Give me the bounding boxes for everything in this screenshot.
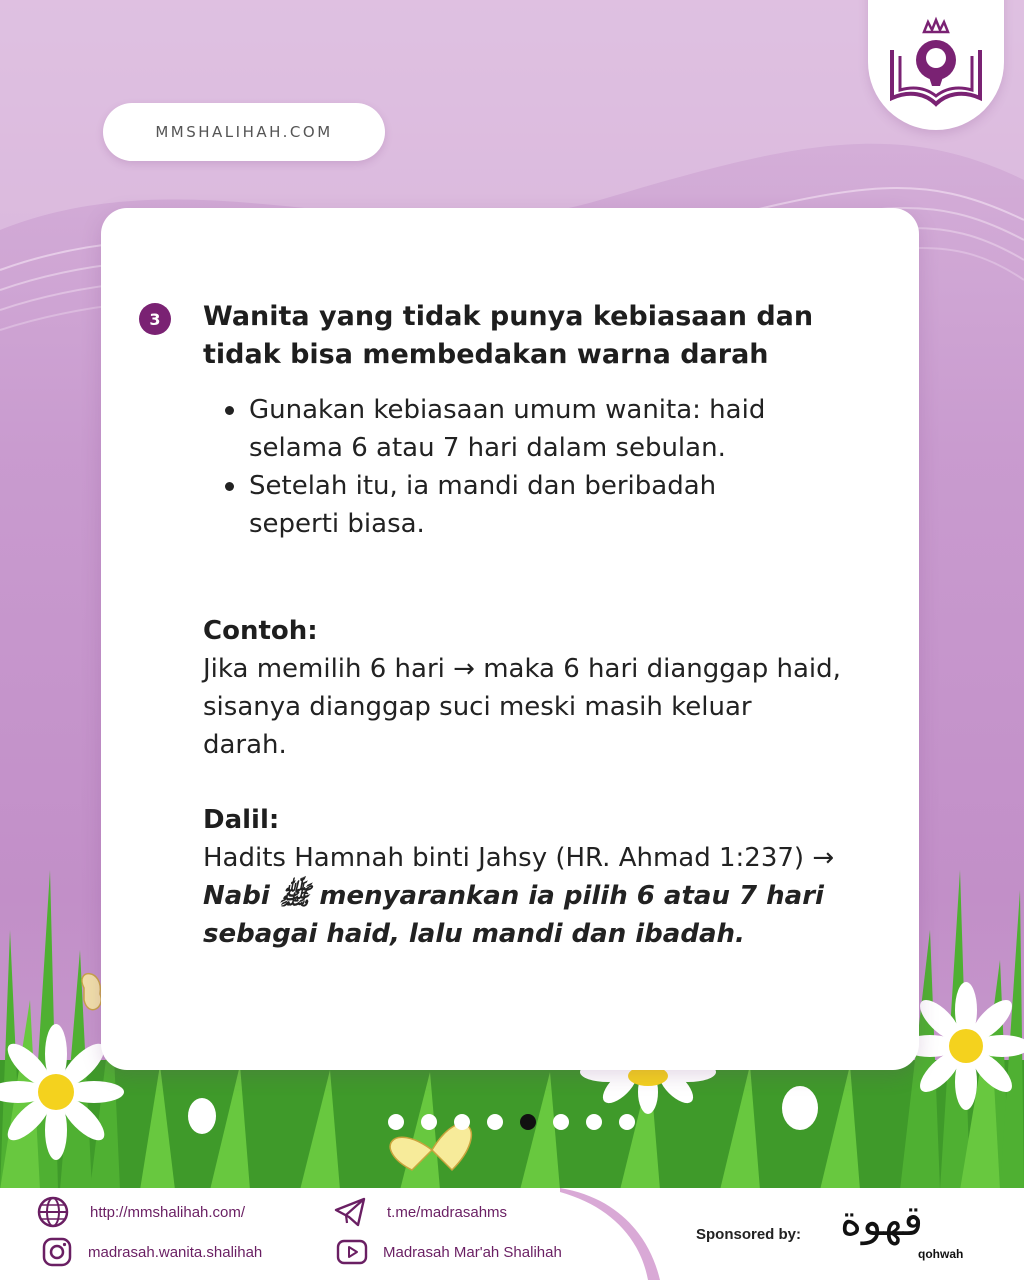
globe-icon <box>36 1195 70 1229</box>
step-number-badge: 3 <box>139 303 171 335</box>
telegram-icon <box>333 1195 367 1229</box>
sponsored-label: Sponsored by: <box>696 1226 802 1243</box>
pagination-dot[interactable] <box>586 1114 602 1130</box>
sponsor-latin: qohwah <box>918 1247 964 1261</box>
pagination-dot[interactable] <box>388 1114 404 1130</box>
dalil-section <box>203 801 843 953</box>
list-item: Setelah itu, ia mandi dan beribadah seperti biasa. <box>223 467 783 543</box>
pagination-dot[interactable] <box>454 1114 470 1130</box>
pagination-dot[interactable] <box>619 1114 635 1130</box>
dalil-label: Dalil: <box>203 805 280 835</box>
youtube-channel: Madrasah Mar'ah Shalihah <box>383 1243 562 1261</box>
telegram-url: t.me/madrasahms <box>387 1203 508 1221</box>
crown-book-logo-icon <box>884 16 988 112</box>
website-url: http://mmshalihah.com/ <box>90 1203 246 1221</box>
pagination-dot[interactable] <box>553 1114 569 1130</box>
brand-logo <box>868 0 1004 130</box>
pagination-dots <box>388 1114 635 1130</box>
example-text: Jika memilih 6 hari → maka 6 hari dianggap haid, sisanya dianggap suci meski masih keluar darah. <box>203 654 841 760</box>
site-url-pill[interactable] <box>103 103 385 161</box>
bullet-list <box>223 391 783 543</box>
example-section <box>203 612 843 764</box>
section-heading: Wanita yang tidak punya kebiasaan dan tidak bisa membedakan warna darah <box>203 301 814 370</box>
telegram-link[interactable] <box>333 1195 507 1229</box>
dalil-body <box>203 839 843 953</box>
sponsor-arabic: قهوة <box>840 1196 924 1245</box>
pagination-dot[interactable] <box>487 1114 503 1130</box>
instagram-link[interactable] <box>40 1235 262 1269</box>
dalil-text: Hadits Hamnah binti Jahsy (HR. Ahmad 1:237) → <box>203 843 835 873</box>
example-label: Contoh: <box>203 616 318 646</box>
dalil-emphasis: Nabi ﷺ menyarankan ia pilih 6 atau 7 hari sebagai haid, lalu mandi dan ibadah. <box>203 881 824 949</box>
site-url-label: MMSHALIHAH.COM <box>155 123 333 141</box>
pagination-dot[interactable] <box>421 1114 437 1130</box>
pagination-dot-active[interactable] <box>520 1114 536 1130</box>
youtube-icon <box>335 1235 369 1269</box>
list-item: Gunakan kebiasaan umum wanita: haid selama 6 atau 7 hari dalam sebulan. <box>223 391 783 467</box>
website-link[interactable] <box>36 1195 245 1229</box>
instagram-handle: madrasah.wanita.shalihah <box>88 1243 263 1261</box>
instagram-icon <box>40 1235 74 1269</box>
youtube-link[interactable] <box>335 1235 562 1269</box>
